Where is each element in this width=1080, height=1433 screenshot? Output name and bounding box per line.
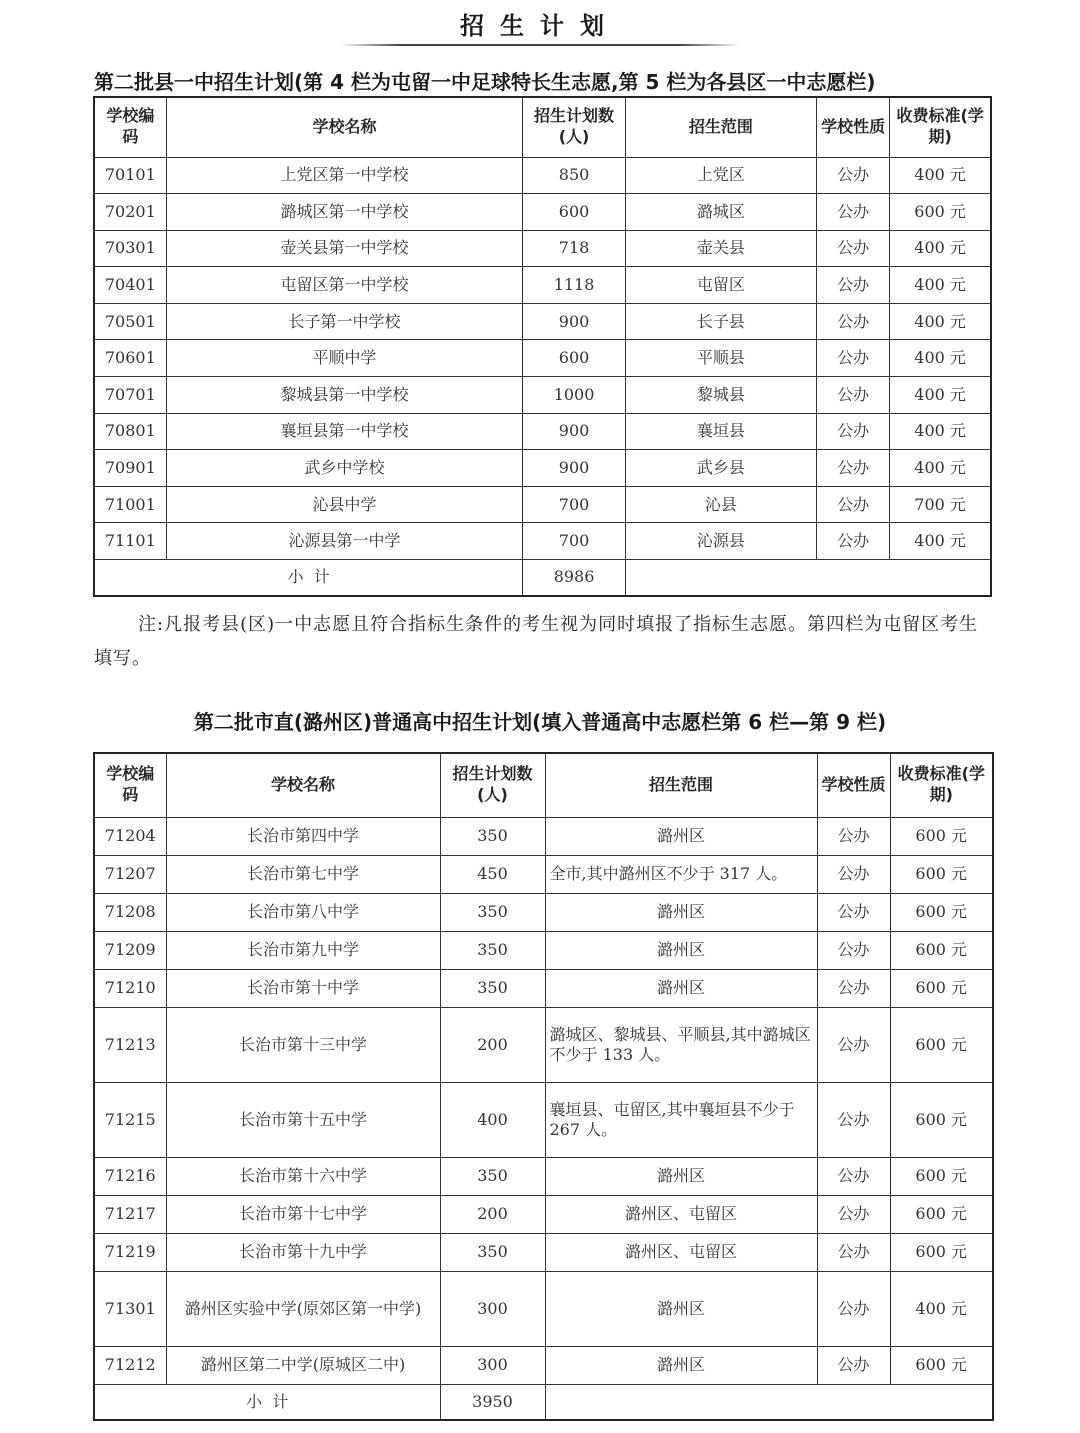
cell-plan-count: 450 (440, 855, 545, 893)
subtotal-empty (625, 560, 991, 596)
cell-fee-standard: 600 元 (890, 1346, 993, 1384)
cell-school-nature: 公办 (817, 1346, 890, 1384)
cell-school-code: 71101 (94, 523, 166, 560)
cell-plan-count: 350 (440, 1233, 545, 1271)
subtotal-value: 3950 (440, 1384, 545, 1420)
cell-fee-standard: 400 元 (890, 1271, 993, 1346)
cell-plan-count: 600 (523, 340, 625, 377)
cell-fee-standard: 600 元 (890, 969, 993, 1007)
cell-plan-count: 850 (523, 157, 625, 194)
cell-fee-standard: 600 元 (890, 1233, 993, 1271)
table-row (94, 1195, 993, 1233)
cell-enrollment-range: 武乡县 (625, 450, 816, 487)
cell-school-code: 71001 (94, 486, 166, 523)
cell-plan-count: 300 (440, 1346, 545, 1384)
cell-enrollment-range: 潞州区 (545, 931, 817, 969)
cell-enrollment-range: 潞城区、黎城县、平顺县,其中潞城区不少于 133 人。 (545, 1007, 817, 1082)
cell-plan-count: 350 (440, 1157, 545, 1195)
cell-enrollment-range: 潞城区 (625, 194, 816, 231)
cell-school-name: 屯留区第一中学校 (166, 267, 523, 304)
cell-school-nature: 公办 (817, 340, 890, 377)
table-row (94, 817, 993, 855)
cell-school-name: 襄垣县第一中学校 (166, 413, 523, 450)
header-enrollment-range: 招生范围 (545, 753, 817, 817)
cell-fee-standard: 400 元 (890, 340, 991, 377)
cell-school-nature: 公办 (817, 230, 890, 267)
cell-enrollment-range: 潞州区 (545, 1346, 817, 1384)
cell-school-name: 长治市第十七中学 (166, 1195, 440, 1233)
cell-school-nature: 公办 (817, 969, 890, 1007)
cell-fee-standard: 600 元 (890, 1007, 993, 1082)
cell-school-name: 长治市第七中学 (166, 855, 440, 893)
cell-plan-count: 718 (523, 230, 625, 267)
table-row (94, 413, 991, 450)
cell-fee-standard: 600 元 (890, 855, 993, 893)
cell-plan-count: 350 (440, 969, 545, 1007)
cell-school-name: 沁源县第一中学 (166, 523, 523, 560)
table-header-row (94, 97, 991, 157)
cell-enrollment-range: 壶关县 (625, 230, 816, 267)
cell-fee-standard: 400 元 (890, 377, 991, 414)
cell-enrollment-range: 全市,其中潞州区不少于 317 人。 (545, 855, 817, 893)
cell-school-nature: 公办 (817, 413, 890, 450)
header-plan-count: 招生计划数(人) (523, 97, 625, 157)
cell-fee-standard: 600 元 (890, 194, 991, 231)
cell-school-name: 上党区第一中学校 (166, 157, 523, 194)
cell-school-nature: 公办 (817, 1195, 890, 1233)
cell-school-nature: 公办 (817, 450, 890, 487)
cell-school-nature: 公办 (817, 523, 890, 560)
table-row (94, 1271, 993, 1346)
cell-school-name: 长治市第十九中学 (166, 1233, 440, 1271)
cell-fee-standard: 700 元 (890, 486, 991, 523)
cell-school-nature: 公办 (817, 1082, 890, 1157)
cell-school-code: 71210 (94, 969, 166, 1007)
cell-enrollment-range: 潞州区 (545, 817, 817, 855)
subtotal-value: 8986 (523, 560, 625, 596)
cell-school-name: 潞州区第二中学(原城区二中) (166, 1346, 440, 1384)
cell-fee-standard: 400 元 (890, 413, 991, 450)
table-row (94, 931, 993, 969)
cell-school-nature: 公办 (817, 486, 890, 523)
cell-school-code: 71209 (94, 931, 166, 969)
cell-school-nature: 公办 (817, 377, 890, 414)
cell-school-name: 长治市第十五中学 (166, 1082, 440, 1157)
cell-fee-standard: 600 元 (890, 1157, 993, 1195)
cell-school-nature: 公办 (817, 1007, 890, 1082)
cell-plan-count: 200 (440, 1195, 545, 1233)
cell-plan-count: 300 (440, 1271, 545, 1346)
cell-school-code: 71213 (94, 1007, 166, 1082)
cell-school-nature: 公办 (817, 817, 890, 855)
table-row (94, 340, 991, 377)
cell-plan-count: 1118 (523, 267, 625, 304)
table-row (94, 1233, 993, 1271)
cell-school-code: 70801 (94, 413, 166, 450)
cell-school-code: 71217 (94, 1195, 166, 1233)
cell-enrollment-range: 潞州区 (545, 1271, 817, 1346)
cell-plan-count: 200 (440, 1007, 545, 1082)
table-row (94, 1007, 993, 1082)
cell-enrollment-range: 潞州区、屯留区 (545, 1233, 817, 1271)
cell-enrollment-range: 潞州区 (545, 893, 817, 931)
cell-school-nature: 公办 (817, 194, 890, 231)
cell-school-nature: 公办 (817, 1157, 890, 1195)
table-row (94, 1082, 993, 1157)
header-school-code: 学校编码 (94, 753, 166, 817)
header-school-nature: 学校性质 (817, 97, 890, 157)
cell-plan-count: 350 (440, 931, 545, 969)
title-underline (340, 44, 740, 46)
cell-school-nature: 公办 (817, 267, 890, 304)
cell-school-nature: 公办 (817, 1271, 890, 1346)
cell-school-code: 70601 (94, 340, 166, 377)
cell-fee-standard: 400 元 (890, 267, 991, 304)
cell-school-name: 长治市第十中学 (166, 969, 440, 1007)
header-school-name: 学校名称 (166, 97, 523, 157)
cell-plan-count: 350 (440, 817, 545, 855)
header-fee-standard: 收费标准(学期) (890, 97, 991, 157)
cell-school-name: 长子第一中学校 (166, 303, 523, 340)
cell-school-name: 壶关县第一中学校 (166, 230, 523, 267)
cell-plan-count: 900 (523, 450, 625, 487)
cell-school-nature: 公办 (817, 1233, 890, 1271)
cell-school-nature: 公办 (817, 931, 890, 969)
cell-school-nature: 公办 (817, 157, 890, 194)
cell-plan-count: 700 (523, 486, 625, 523)
header-school-code: 学校编码 (94, 97, 166, 157)
cell-school-code: 70901 (94, 450, 166, 487)
cell-fee-standard: 400 元 (890, 157, 991, 194)
cell-school-name: 黎城县第一中学校 (166, 377, 523, 414)
cell-school-code: 70301 (94, 230, 166, 267)
header-school-name: 学校名称 (166, 753, 440, 817)
cell-fee-standard: 600 元 (890, 931, 993, 969)
cell-school-code: 71215 (94, 1082, 166, 1157)
cell-enrollment-range: 平顺县 (625, 340, 816, 377)
cell-school-name: 武乡中学校 (166, 450, 523, 487)
section1-heading: 第二批县一中招生计划(第 4 栏为屯留一中足球特长生志愿,第 5 栏为各县区一中志愿栏) (94, 70, 876, 94)
cell-enrollment-range: 潞州区 (545, 1157, 817, 1195)
cell-school-code: 70101 (94, 157, 166, 194)
subtotal-label: 小 计 (94, 1384, 440, 1420)
cell-enrollment-range: 上党区 (625, 157, 816, 194)
cell-fee-standard: 400 元 (890, 230, 991, 267)
cell-enrollment-range: 屯留区 (625, 267, 816, 304)
table-header-row (94, 753, 993, 817)
cell-enrollment-range: 潞州区 (545, 969, 817, 1007)
table-row (94, 1157, 993, 1195)
cell-school-name: 潞城区第一中学校 (166, 194, 523, 231)
cell-enrollment-range: 襄垣县、屯留区,其中襄垣县不少于 267 人。 (545, 1082, 817, 1157)
subtotal-row (94, 1384, 993, 1420)
subtotal-label: 小 计 (94, 560, 523, 596)
table-row (94, 1346, 993, 1384)
cell-enrollment-range: 沁县 (625, 486, 816, 523)
table-row (94, 230, 991, 267)
cell-school-code: 70401 (94, 267, 166, 304)
cell-enrollment-range: 黎城县 (625, 377, 816, 414)
table-row (94, 157, 991, 194)
section2-heading: 第二批市直(潞州区)普通高中招生计划(填入普通高中志愿栏第 6 栏—第 9 栏) (193, 710, 887, 734)
cell-fee-standard: 400 元 (890, 450, 991, 487)
table-row (94, 486, 991, 523)
header-plan-count: 招生计划数(人) (440, 753, 545, 817)
city-school-plan-table (93, 752, 994, 1421)
cell-school-name: 长治市第九中学 (166, 931, 440, 969)
cell-enrollment-range: 襄垣县 (625, 413, 816, 450)
cell-enrollment-range: 长子县 (625, 303, 816, 340)
cell-school-code: 71219 (94, 1233, 166, 1271)
cell-fee-standard: 600 元 (890, 1195, 993, 1233)
cell-enrollment-range: 潞州区、屯留区 (545, 1195, 817, 1233)
cell-fee-standard: 600 元 (890, 1082, 993, 1157)
table-row (94, 377, 991, 414)
cell-fee-standard: 600 元 (890, 817, 993, 855)
cell-school-code: 71204 (94, 817, 166, 855)
cell-plan-count: 900 (523, 303, 625, 340)
subtotal-row (94, 560, 991, 596)
cell-school-code: 70701 (94, 377, 166, 414)
cell-fee-standard: 600 元 (890, 893, 993, 931)
cell-school-code: 71212 (94, 1346, 166, 1384)
table-row (94, 303, 991, 340)
cell-enrollment-range: 沁源县 (625, 523, 816, 560)
cell-plan-count: 900 (523, 413, 625, 450)
cell-plan-count: 400 (440, 1082, 545, 1157)
cell-plan-count: 350 (440, 893, 545, 931)
county-school-plan-table (93, 96, 992, 597)
cell-school-name: 平顺中学 (166, 340, 523, 377)
cell-plan-count: 700 (523, 523, 625, 560)
cell-fee-standard: 400 元 (890, 303, 991, 340)
header-school-nature: 学校性质 (817, 753, 890, 817)
cell-school-code: 71208 (94, 893, 166, 931)
cell-school-code: 71301 (94, 1271, 166, 1346)
table-row (94, 523, 991, 560)
table-row (94, 450, 991, 487)
table-row (94, 969, 993, 1007)
cell-school-code: 71207 (94, 855, 166, 893)
cell-school-name: 沁县中学 (166, 486, 523, 523)
cell-school-nature: 公办 (817, 303, 890, 340)
cell-school-name: 潞州区实验中学(原郊区第一中学) (166, 1271, 440, 1346)
table-row (94, 893, 993, 931)
cell-school-code: 70501 (94, 303, 166, 340)
subtotal-empty (545, 1384, 993, 1420)
cell-school-name: 长治市第八中学 (166, 893, 440, 931)
cell-school-nature: 公办 (817, 893, 890, 931)
table-row (94, 194, 991, 231)
cell-school-name: 长治市第十六中学 (166, 1157, 440, 1195)
cell-plan-count: 600 (523, 194, 625, 231)
cell-school-code: 71216 (94, 1157, 166, 1195)
header-enrollment-range: 招生范围 (625, 97, 816, 157)
cell-school-code: 70201 (94, 194, 166, 231)
cell-plan-count: 1000 (523, 377, 625, 414)
cell-school-nature: 公办 (817, 855, 890, 893)
note-text: 注:凡报考县(区)一中志愿且符合指标生条件的考生视为同时填报了指标生志愿。第四栏为屯留区考生填写。 (94, 614, 979, 669)
cell-school-name: 长治市第十三中学 (166, 1007, 440, 1082)
table-row (94, 855, 993, 893)
cell-fee-standard: 400 元 (890, 523, 991, 560)
header-fee-standard: 收费标准(学期) (890, 753, 993, 817)
cell-school-name: 长治市第四中学 (166, 817, 440, 855)
table-row (94, 267, 991, 304)
page-title: 招生计划 (460, 12, 620, 40)
